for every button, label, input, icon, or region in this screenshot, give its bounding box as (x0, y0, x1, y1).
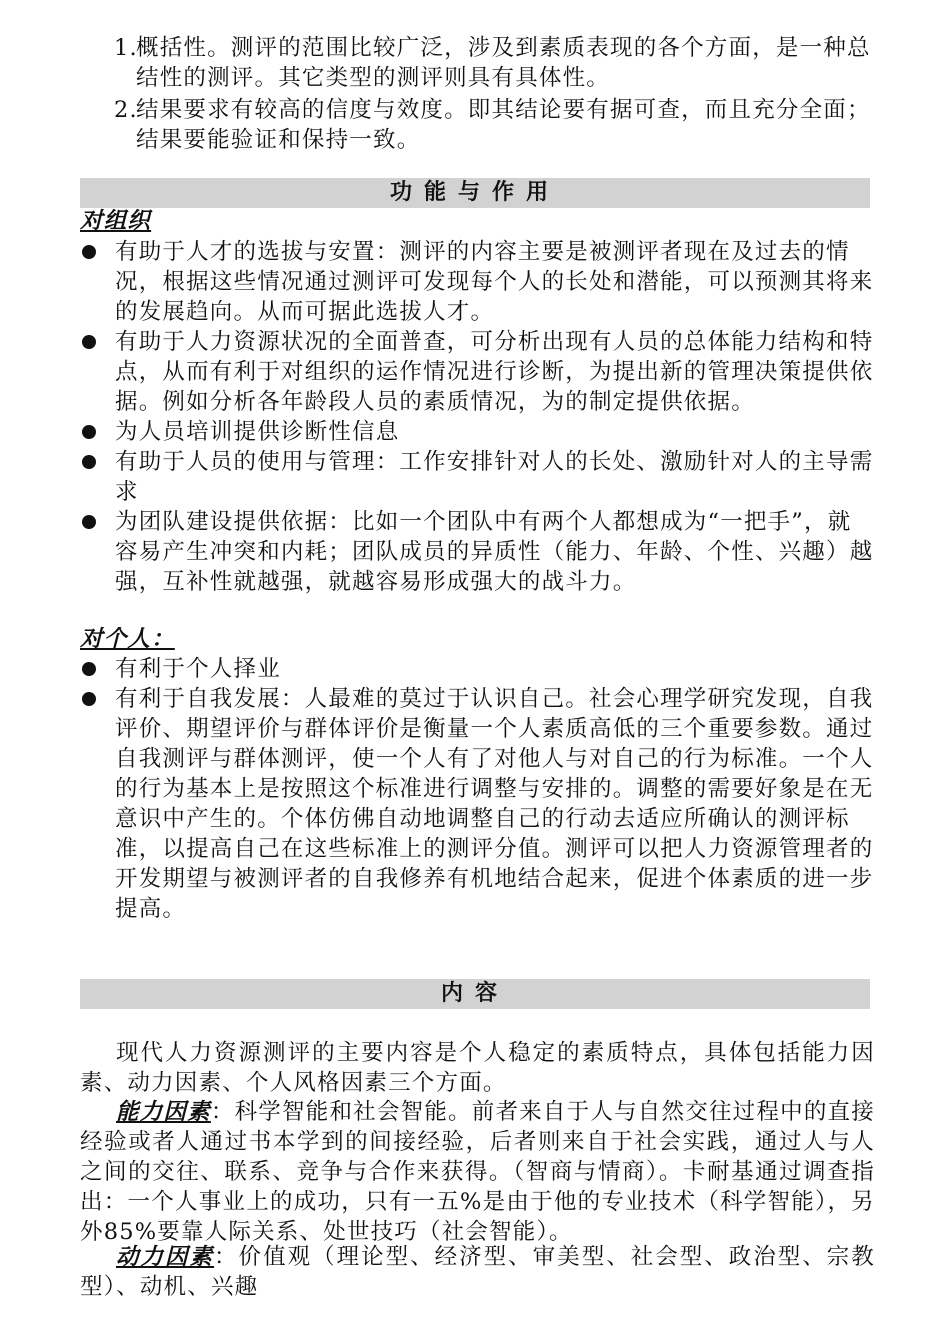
item-text: 概括性。测评的范围比较广泛，涉及到素质表现的各个方面，是一种总结性的测评。其它类型的测评则具有具体性。 (136, 35, 871, 91)
bullet-icon (82, 515, 96, 529)
list-item (80, 417, 875, 447)
bullet-text: 有利于自我发展：人最难的莫过于认识自己。社会心理学研究发现，自我评价、期望评价与群体评价是衡量一个人素质高低的三个重要参数。通过自我测评与群体测评，使一个人有了对他人与对自己的行为标准。一个人的行为基本上是按照这个标准进行调整与安排的。调整的需要好象是在无意识中产生的。个体仿佛自动地调整自己的行动去适应所确认的测评标准，以提高自己在这些标准上的测评分值。测评可以把人力资源管理者的开发期望与被测评者的自我修养有机地结合起来，促进个体素质的进一步提高。 (115, 686, 874, 922)
subheading-individual: 对个人： (80, 626, 175, 652)
motive-paragraph (80, 1242, 875, 1302)
list-item (80, 237, 875, 327)
bullet-text: 有利于个人择业 (115, 656, 281, 682)
org-bullet-list (80, 237, 875, 597)
bullet-text: 为团队建设提供依据：比如一个团队中有两个人都想成为“一把手”，就容易产生冲突和内耗；团队成员的异质性（能力、年龄、个性、兴趣）越强，互补性就越强，就越容易形成强大的战斗力。 (115, 509, 874, 595)
list-item (80, 327, 875, 417)
item-number: 2. (114, 97, 138, 123)
ability-lead: 能力因素 (116, 1099, 211, 1125)
section-banner-functions: 功能与作用 (80, 178, 870, 208)
ability-paragraph (80, 1097, 875, 1247)
bullet-icon (82, 692, 96, 706)
bullet-text: 有助于人员的使用与管理：工作安排针对人的长处、激励针对人的主导需求 (115, 449, 874, 505)
individual-bullet-list (80, 654, 875, 924)
section-banner-content: 内容 (80, 979, 870, 1009)
content-intro-paragraph: 现代人力资源测评的主要内容是个人稳定的素质特点，具体包括能力因素、动力因素、个人风格因素三个方面。 (80, 1040, 875, 1096)
item-text: 结果要求有较高的信度与效度。即其结论要有据可查，而且充分全面；结果要能验证和保持一致。 (136, 97, 871, 153)
motive-lead: 动力因素 (116, 1244, 215, 1270)
list-item (80, 447, 875, 507)
bullet-text: 有助于人力资源状况的全面普查，可分析出现有人员的总体能力结构和特点，从而有利于对组织的运作情况进行诊断，为提出新的管理决策提供依据。例如分析各年龄段人员的素质情况，为的制定提供依据。 (115, 329, 874, 415)
list-item (80, 507, 875, 597)
bullet-text: 为人员培训提供诊断性信息 (115, 419, 400, 445)
subheading-organization: 对组织 (80, 208, 152, 234)
bullet-icon (82, 662, 96, 676)
numbered-list (114, 33, 874, 157)
list-item (80, 684, 875, 924)
item-number: 1. (114, 35, 138, 61)
bullet-icon (82, 245, 96, 259)
list-item (114, 95, 874, 155)
bullet-text: 有助于人才的选拔与安置：测评的内容主要是被测评者现在及过去的情况，根据这些情况通过测评可发现每个人的长处和潜能，可以预测其将来的发展趋向。从而可据此选拔人才。 (115, 239, 874, 325)
motive-text: ：价值观（理论型、经济型、审美型、社会型、政治型、宗教型）、动机、兴趣 (80, 1244, 875, 1300)
list-item (80, 654, 875, 684)
bullet-icon (82, 335, 96, 349)
ability-text: ：科学智能和社会智能。前者来自于人与自然交往过程中的直接经验或者人通过书本学到的间接经验，后者则来自于社会实践，通过人与人之间的交往、联系、竞争与合作来获得。（智商与情商）。卡耐基通过调查指出：一个人事业上的成功，只有一五%是由于他的专业技术（科学智能），另外85%要靠人际关系、处世技巧（社会智能）。 (80, 1099, 875, 1245)
bullet-icon (82, 455, 96, 469)
list-item (114, 33, 874, 93)
bullet-icon (82, 425, 96, 439)
